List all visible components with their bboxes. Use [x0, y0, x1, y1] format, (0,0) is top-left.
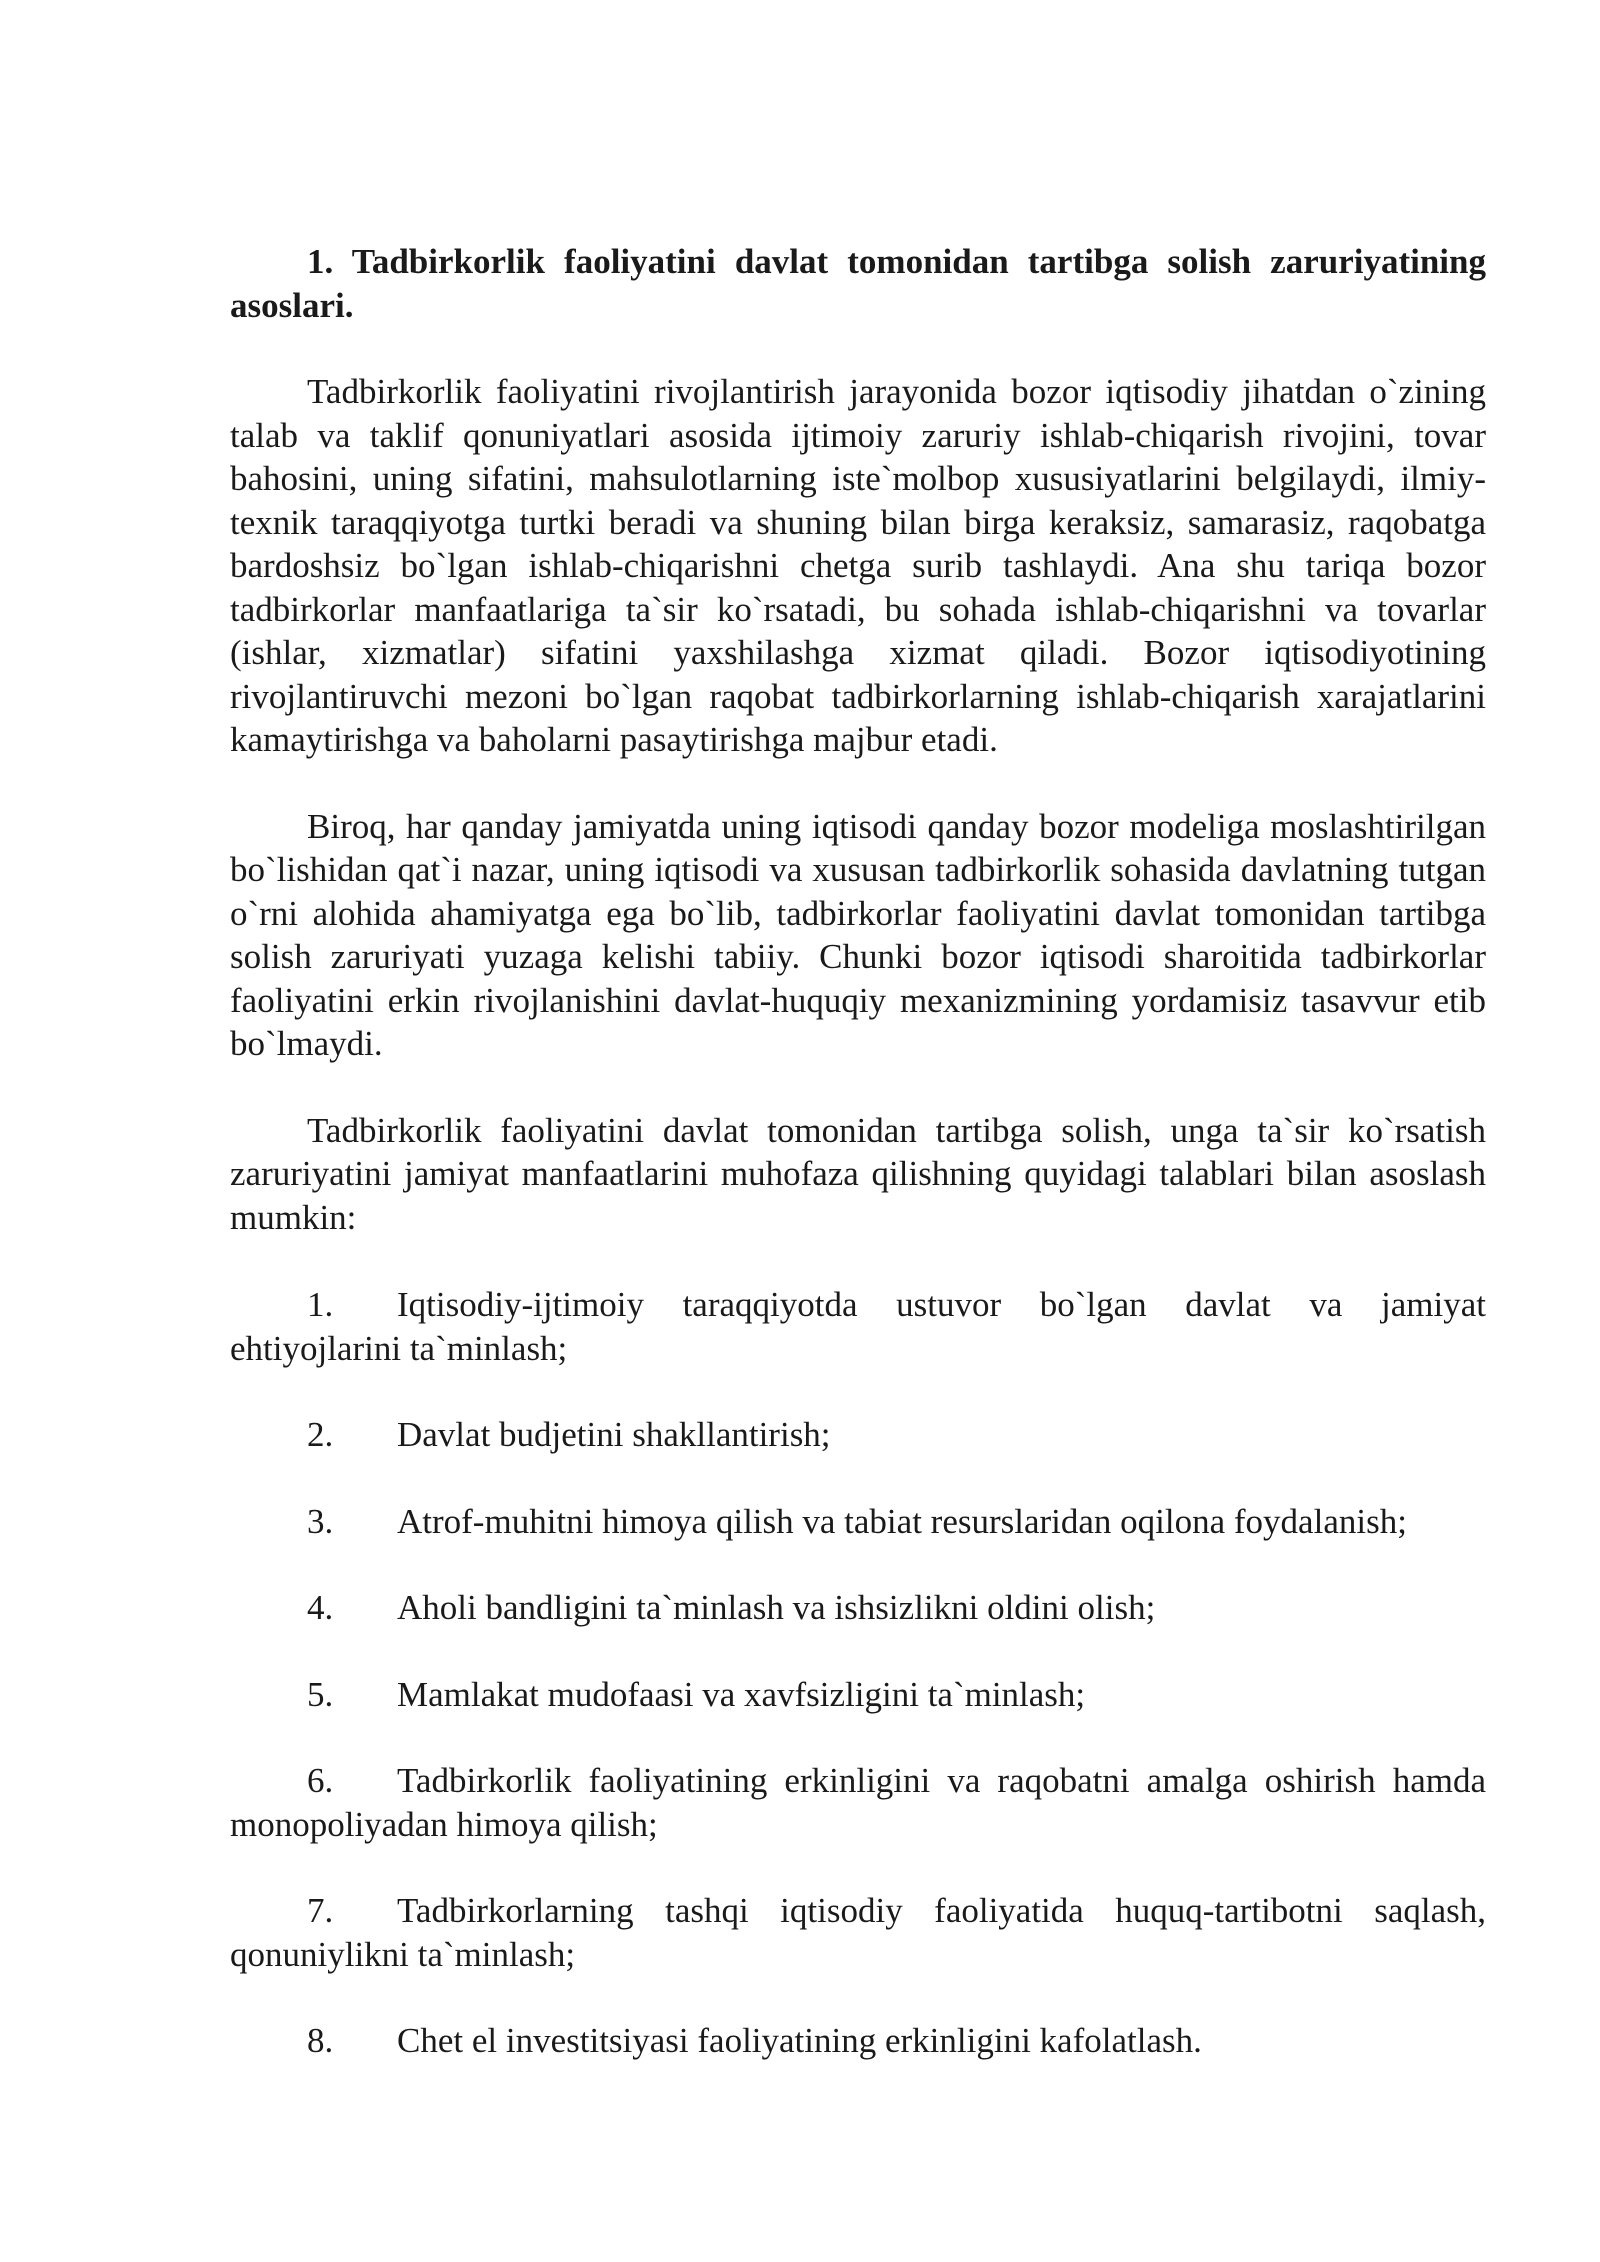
list-item-text: Chet el investitsiyasi faoliyatining erkinligini kafolatlash. [397, 2021, 1202, 2060]
list-item-number: 5. [307, 1674, 334, 1714]
document-page [230, 240, 1486, 2106]
list-item-text: Davlat budjetini shakllantirish; [397, 1415, 831, 1454]
list-item [230, 1500, 1486, 1544]
list-item-number: 4. [307, 1588, 334, 1627]
list-item-text: Mamlakat mudofaasi va xavfsizligini ta`minlash; [397, 1674, 1086, 1714]
list-item-number: 8. [307, 2021, 334, 2060]
list-item [230, 1673, 1486, 1717]
list-item-text: Iqtisodiy-ijtimoiy taraqqiyotda ustuvor bo`lgan davlat va jamiyat ehtiyojlarini ta`minlash; [230, 1285, 1486, 1368]
list-item [230, 1759, 1486, 1846]
list-item [230, 1889, 1486, 1976]
list-item [230, 1283, 1486, 1370]
list-item-number: 1. [307, 1285, 334, 1324]
list-item-number: 6. [307, 1761, 334, 1800]
list-item-text: Tadbirkorlik faoliyatining erkinligini va raqobatni amalga oshirish hamda monopoliyadan himoya qilish; [230, 1761, 1486, 1844]
list-item-number: 2. [307, 1415, 334, 1454]
list-item [230, 1586, 1486, 1630]
list-item-number: 7. [307, 1891, 334, 1930]
list-item [230, 1413, 1486, 1457]
list-item-text: Tadbirkorlarning tashqi iqtisodiy faoliyatida huquq-tartibotni saqlash, qonuniylikni ta`minlash; [230, 1891, 1486, 1974]
paragraph-2: Biroq, har qanday jamiyatda uning iqtisodi qanday bozor modeliga moslashtirilgan bo`lishidan qat`i nazar, uning iqtisodi va xususan tadbirkorlik sohasida davlatning tutgan o`rni alohida ahamiyatga ega bo`lib, tadbirkorlar faoliyatini davlat tomonidan tartibga solish zaruriyati yuzaga kelishi tabiiy. Chunki bozor iqtisodi sharoitida tadbirkorlar faoliyatini erkin rivojlanishini davlat-huquqiy mexanizmining yordamisiz tasavvur etib bo`lmaydi. [230, 806, 1486, 1063]
requirements-list [230, 1283, 1486, 2063]
paragraph-1: Tadbirkorlik faoliyatini rivojlantirish jarayonida bozor iqtisodiy jihatdan o`zining talab va taklif qonuniyatlari asosida ijtimoiy zaruriy ishlab-chiqarish rivojini, tovar bahosini, uning sifatini, mahsulotlarning iste`molbop xususiyatlarini belgilaydi, ilmiy-texnik taraqqiyotga turtki beradi va shuning bilan birga keraksiz, samarasiz, raqobatga bardoshsiz bo`lgan ishlab-chiqarishni chetga surib tashlaydi. Ana shu tariqa bozor tadbirkorlar manfaatlariga ta`sir ko`rsatadi, bu sohada ishlab-chiqarishni va tovarlar (ishlar, xizmatlar) sifatini yaxshilashga xizmat qiladi. Bozor iqtisodiyotining rivojlantiruvchi mezoni bo`lgan raqobat tadbirkorlarning ishlab-chiqarish xarajatlarini kamaytirishga va baholarni pasaytirishga majbur etadi. [230, 372, 1486, 759]
list-item-number: 3. [307, 1501, 334, 1541]
section-heading: 1. Tadbirkorlik faoliyatini davlat tomonidan tartibga solish zaruriyatining asoslari. [230, 242, 1486, 325]
paragraph-3: Tadbirkorlik faoliyatini davlat tomonidan tartibga solish, unga ta`sir ko`rsatish zaruriyatini jamiyat manfaatlarini muhofaza qilishning quyidagi talablari bilan asoslash mumkin: [230, 1110, 1486, 1237]
list-item [230, 2019, 1486, 2063]
list-item-text: Atrof-muhitni himoya qilish va tabiat resurslaridan oqilona foydalanish; [397, 1501, 1407, 1541]
list-item-text: Aholi bandligini ta`minlash va ishsizlikni oldini olish; [397, 1588, 1156, 1627]
